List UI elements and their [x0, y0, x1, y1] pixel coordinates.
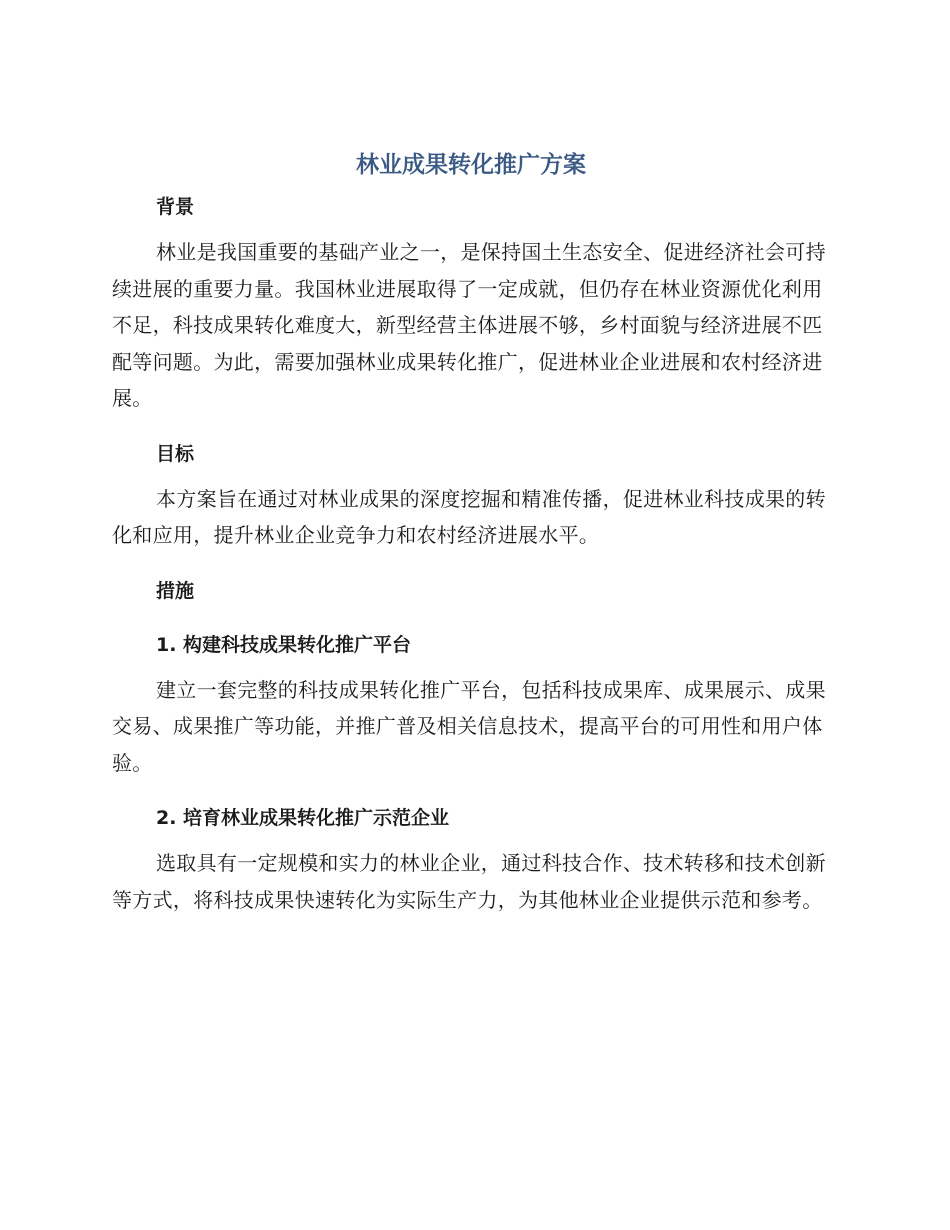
measure-body-1: 建立一套完整的科技成果转化推广平台，包括科技成果库、成果展示、成果交易、成果推广等功能，并推广普及相关信息技术，提高平台的可用性和用户体验。 [112, 677, 826, 775]
measure-heading-2: 2. 培育林业成果转化推广示范企业 [156, 807, 450, 829]
section-heading-background: 背景 [156, 196, 195, 218]
section-heading-measures: 措施 [156, 579, 195, 602]
section-body-background: 林业是我国重要的基础产业之一，是保持国土生态安全、促进经济社会可持续进展的重要力量。我国林业进展取得了一定成就，但仍存在林业资源优化利用不足，科技成果转化难度大，新型经营主体进展不够，乡村面貌与经济进展不匹配等问题。为此，需要加强林业成果转化推广，促进林业企业进展和农村经济进展。 [112, 240, 826, 410]
document-page [112, 140, 830, 918]
section-heading-goal: 目标 [156, 442, 195, 465]
section-body-goal: 本方案旨在通过对林业成果的深度挖掘和精准传播，促进林业科技成果的转化和应用，提升林业企业竞争力和农村经济进展水平。 [112, 486, 826, 547]
measure-body-2: 选取具有一定规模和实力的林业企业，通过科技合作、技术转移和技术创新等方式，将科技成果快速转化为实际生产力，为其他林业企业提供示范和参考。 [112, 851, 826, 912]
measure-heading-1: 1. 构建科技成果转化推广平台 [156, 633, 412, 656]
document-title: 林业成果转化推广方案 [356, 152, 586, 178]
